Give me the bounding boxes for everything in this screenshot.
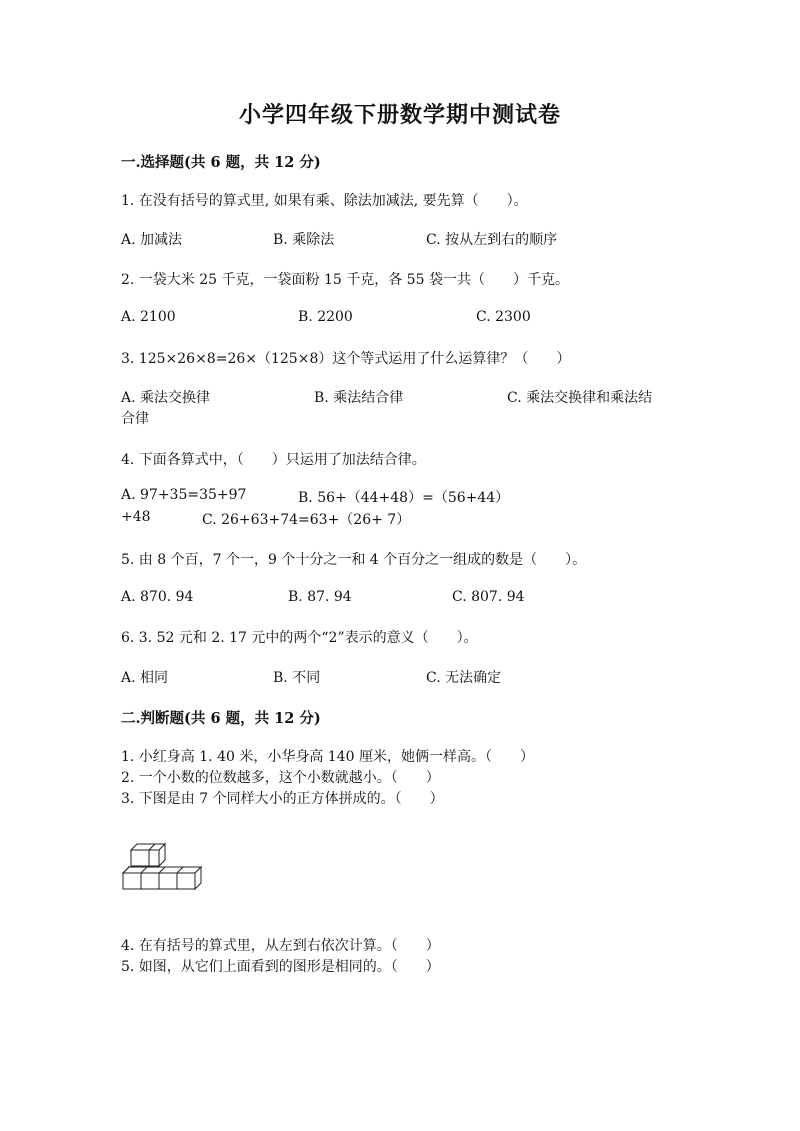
judgment-item-3: 3. 下图是由 7 个同样大小的正方体拼成的。（ ） <box>121 791 444 807</box>
q2-option-b: B. 2200 <box>298 309 353 325</box>
question-2: 2. 一袋大米 25 千克，一袋面粉 15 千克，各 55 袋一共（ ）千克。 <box>121 272 569 288</box>
q6-option-c: C. 无法确定 <box>426 670 502 686</box>
q1-option-a: A. 加减法 <box>121 232 183 248</box>
question-5: 5. 由 8 个百，7 个一，9 个十分之一和 4 个百分之一组成的数是（ ）。 <box>121 552 587 568</box>
question-4: 4. 下面各算式中，（ ）只运用了加法结合律。 <box>121 452 426 468</box>
q3-option-b: B. 乘法结合律 <box>314 390 404 406</box>
q4-option-c: C. 26+63+74=63+（26+ 7） <box>202 512 411 528</box>
question-6: 6. 3. 52 元和 2. 17 元中的两个“2”表示的意义（ ）。 <box>121 630 478 646</box>
page-title: 小学四年级下册数学期中测试卷 <box>238 102 561 128</box>
q1-option-c: C. 按从左到右的顺序 <box>426 232 558 248</box>
section-heading-choice: 一.选择题(共 6 题，共 12 分) <box>121 154 321 171</box>
judgment-item-1: 1. 小红身高 1. 40 米，小华身高 140 厘米，她俩一样高。（ ） <box>121 749 534 765</box>
q4-option-b-wrap: +48 <box>121 509 151 525</box>
q4-option-a: A. 97+35=35+97 <box>121 487 247 503</box>
question-3: 3. 125×26×8=26×（125×8）这个等式运用了什么运算律？（ ） <box>121 351 571 367</box>
q5-option-b: B. 87. 94 <box>288 589 352 605</box>
judgment-item-5: 5. 如图，从它们上面看到的图形是相同的。（ ） <box>121 959 440 975</box>
q3-option-c: C. 乘法交换律和乘法结 <box>507 390 653 406</box>
judgment-item-4: 4. 在有括号的算式里，从左到右依次计算。（ ） <box>121 938 440 954</box>
question-1: 1. 在没有括号的算式里, 如果有乘、除法加减法, 要先算（ ）。 <box>121 193 528 209</box>
q2-option-a: A. 2100 <box>121 309 176 325</box>
q3-option-c-wrap: 合律 <box>121 411 149 427</box>
q2-option-c: C. 2300 <box>476 309 531 325</box>
q6-option-a: A. 相同 <box>121 670 169 686</box>
q1-option-b: B. 乘除法 <box>273 232 335 248</box>
q5-option-c: C. 807. 94 <box>452 589 525 605</box>
section-heading-judgment: 二.判断题(共 6 题，共 12 分) <box>121 710 321 727</box>
q3-option-a: A. 乘法交换律 <box>121 390 211 406</box>
q5-option-a: A. 870. 94 <box>121 589 194 605</box>
judgment-item-2: 2. 一个小数的位数越多，这个小数就越小。（ ） <box>121 770 440 786</box>
q6-option-b: B. 不同 <box>273 670 321 686</box>
cube-stack-figure <box>121 842 205 892</box>
q4-option-b: B. 56+（44+48）=（56+44） <box>298 490 510 506</box>
